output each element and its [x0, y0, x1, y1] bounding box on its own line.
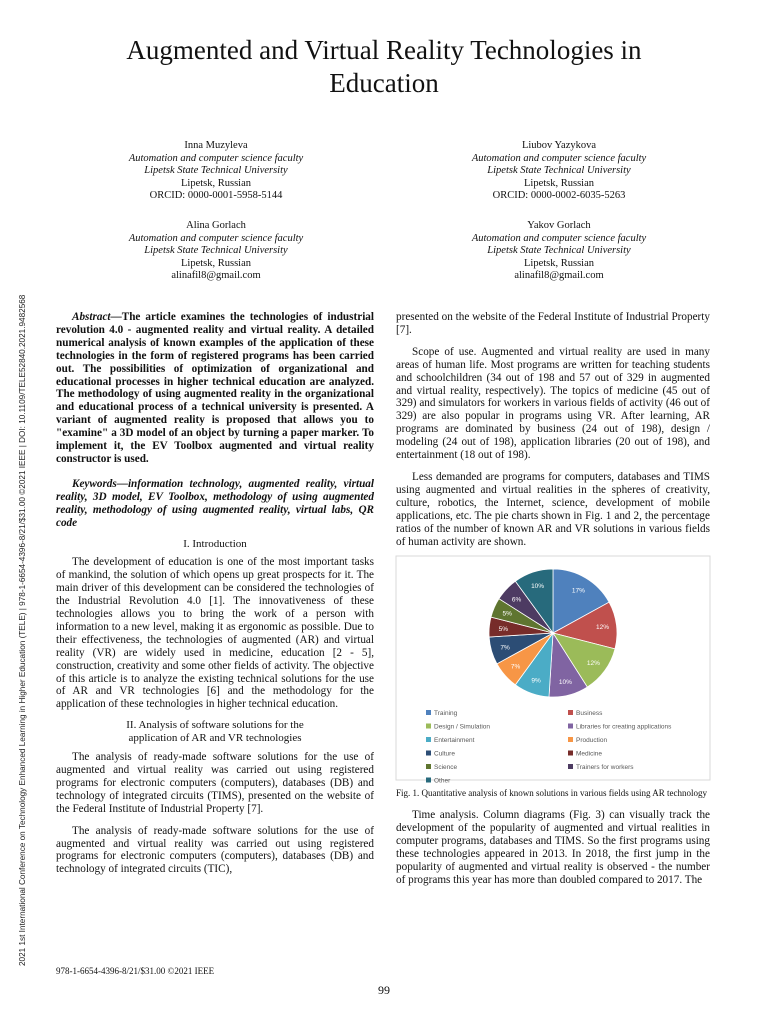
- legend-swatch: [568, 751, 573, 756]
- legend-label: Business: [576, 710, 603, 718]
- author-block-4: [429, 220, 689, 283]
- continued-paragraph: presented on the website of the Federal Institute of Industrial Property [7].: [396, 311, 710, 336]
- legend-label: Trainers for workers: [576, 764, 634, 772]
- legend-swatch: [568, 764, 573, 769]
- slice-data-label: 5%: [498, 626, 509, 634]
- pie-chart: [396, 556, 710, 785]
- legend-swatch: [426, 724, 431, 729]
- scope-paragraph: Scope of use. Augmented and virtual reality are used in many areas of human life. Most programs are written for teaching students and schoolchildren (34 out of 198 and 57 out of 329 in augmented and virtual reality, respectively). The topics of medicine (45 out of 329) and simulators for workers in various fields of activity (46 out of 329) are also popular in programs using VR. After learning, AR programs are dominated by business (24 out of 198), design / modeling (24 out of 198), application libraries (20 out of 198), and entertainment (18 out of 198).: [396, 345, 710, 462]
- left-column: [56, 311, 374, 876]
- author-block-2: [429, 140, 689, 203]
- slice-data-label: 10%: [558, 679, 572, 687]
- legend-swatch: [568, 710, 573, 715]
- time-analysis-paragraph: Time analysis. Column diagrams (Fig. 3) can visually track the development of the popularity of augmented and virtual realities in computer programs, databases and TIMS. So the first programs using these technologies appeared in 2013. In 2018, the first jump in the popularity of augmented and virtual reality is observed - the number of programs this year has more than doubled compared to 2017. The: [396, 809, 710, 886]
- author-org: Lipetsk State Technical University: [487, 165, 631, 177]
- author-name: Yakov Gorlach: [527, 220, 591, 231]
- keywords: Keywords—information technology, augmented reality, virtual reality, 3D model, EV Toolbox, methodology of using augmented reality, methodology of using augmented reality, virtual labs, QR code: [56, 477, 374, 529]
- legend-label: Medicine: [576, 750, 603, 758]
- author-dept: Automation and computer science faculty: [128, 152, 304, 164]
- legend-swatch: [426, 778, 431, 783]
- abstract-lead: Abstract: [72, 311, 111, 323]
- slice-data-label: 6%: [511, 596, 522, 604]
- author-name: Inna Muzyleva: [184, 140, 248, 151]
- less-demanded-paragraph: Less demanded are programs for computers, databases and TIMS using augmented and virtual realities in the spheres of creativity, culture, robotics, the Internet, science, development of mobile applications, etc. The pie charts shown in Fig. 1 and 2, the percentage ratios of the number of known AR and VR solutions in various fields of human activity are shown.: [396, 470, 710, 548]
- slice-data-label: 9%: [531, 677, 541, 685]
- author-org: Lipetsk State Technical University: [487, 245, 631, 257]
- figure-caption: Fig. 1. Quantitative analysis of known solutions in various fields using AR technology: [396, 788, 707, 799]
- legend-swatch: [568, 724, 573, 729]
- abstract-body: —The article examines the technologies of industrial revolution 4.0 - augmented reality and virtual reality. A detailed numerical analysis of known examples of the application of these technologies in the form of registered programs has been carried out. The possibilities of optimization of organizational and educational processes in higher technical education are analyzed. The methodology of using augmented reality in the organizational and educational process of a technical university is presented. A variant of augmented reality is proposed that allows you to "examine" a 3D model of an object by turning a paper marker. To implement it, the EV Toolbox augmented and virtual reality constructor is used.: [56, 311, 374, 465]
- author-city: Lipetsk, Russian: [524, 177, 594, 189]
- slice-data-label: 7%: [500, 644, 510, 652]
- slice-data-label: 10%: [531, 583, 545, 591]
- legend-label: Design / Simulation: [434, 723, 490, 731]
- section-heading-introduction: I. Introduction: [183, 537, 247, 550]
- legend-label: Other: [434, 777, 451, 785]
- author-contact: alinafil8@gmail.com: [514, 270, 604, 282]
- section-heading-line-1: II. Analysis of software solutions for the: [126, 719, 304, 732]
- legend-swatch: [426, 737, 431, 742]
- author-contact: ORCID: 0000-0001-5958-5144: [149, 190, 283, 202]
- page-number: 99: [378, 983, 390, 997]
- author-city: Lipetsk, Russian: [181, 257, 251, 269]
- legend-label: Libraries for creating applications: [576, 723, 672, 731]
- slice-data-label: 12%: [596, 624, 610, 632]
- figure-1: [396, 556, 710, 785]
- legend-swatch: [568, 737, 573, 742]
- section-heading-line-2: application of AR and VR technologies: [128, 732, 302, 745]
- legend-swatch: [426, 764, 431, 769]
- author-block-3: [86, 220, 346, 283]
- author-org: Lipetsk State Technical University: [144, 165, 288, 177]
- legend-swatch: [426, 751, 431, 756]
- section-heading-analysis: [56, 719, 374, 745]
- author-dept: Automation and computer science faculty: [471, 152, 647, 164]
- legend-label: Science: [434, 764, 458, 772]
- author-dept: Automation and computer science faculty: [128, 232, 304, 244]
- footer-isbn: 978-1-6654-4396-8/21/$31.00 ©2021 IEEE: [56, 966, 215, 976]
- analysis-paragraph-2: The analysis of ready-made software solutions for the use of augmented and virtual reality was carried out using registered programs for electronic computers (computers), databases (DB) and technology of integrated circuits (TIC),: [56, 824, 374, 876]
- introduction-paragraph: The development of education is one of the most important tasks of mankind, the solution of which opens up great prospects for it. The main driver of this development can be considered the technologies of the Industrial Revolution 4.0 [1]. The innovativeness of these technologies allows you to bring the work of a person with information to a new level, making it as ergonomic as possible. Due to their effectiveness, the technologies of augmented (AR) and virtual reality (VR) are widely used in medicine, education [2 - 5], construction, creativity and some other fields of activity. The objective of this article is to analyze the existing technical solutions for the use of AR and VR technologies [6] and the methodology for the application of these technologies in higher technical education.: [56, 556, 374, 711]
- abstract: [56, 311, 374, 466]
- paper-title: [60, 34, 708, 100]
- legend-swatch: [426, 710, 431, 715]
- conference-sidebar: 2021 1st International Conference on Technology Enhanced Learning in Higher Education (TELE) | 978-1-6654-4396-8/21/$31.00 ©2021 IEEE | DOI: 10.1109/TELE52840.2021.9482568: [18, 294, 27, 966]
- author-org: Lipetsk State Technical University: [144, 245, 288, 257]
- legend-label: Entertainment: [434, 737, 475, 745]
- author-name: Alina Gorlach: [186, 220, 246, 231]
- title-line-2: Education: [329, 68, 439, 98]
- slice-data-label: 7%: [510, 663, 521, 671]
- author-contact: alinafil8@gmail.com: [171, 270, 261, 282]
- author-dept: Automation and computer science faculty: [471, 232, 647, 244]
- legend-label: Training: [434, 710, 458, 718]
- analysis-paragraph-1: The analysis of ready-made software solutions for the use of augmented and virtual reality was carried out using registered programs for electronic computers (computers), databases (DB) and technology of integrated circuits (TIMS), presented on the website of the Federal Institute of Industrial Property [7].: [56, 751, 374, 815]
- slice-data-label: 12%: [586, 660, 600, 668]
- author-city: Lipetsk, Russian: [524, 257, 594, 269]
- author-block-1: [86, 140, 346, 203]
- legend-label: Production: [576, 737, 608, 745]
- title-line-1: Augmented and Virtual Reality Technologies in: [126, 35, 642, 65]
- author-city: Lipetsk, Russian: [181, 177, 251, 189]
- author-name: Liubov Yazykova: [521, 140, 597, 151]
- slice-data-label: 5%: [502, 611, 512, 619]
- right-column: [396, 311, 710, 887]
- author-contact: ORCID: 0000-0002-6035-5263: [492, 190, 626, 202]
- slice-data-label: 17%: [571, 587, 585, 595]
- legend-label: Culture: [434, 750, 455, 758]
